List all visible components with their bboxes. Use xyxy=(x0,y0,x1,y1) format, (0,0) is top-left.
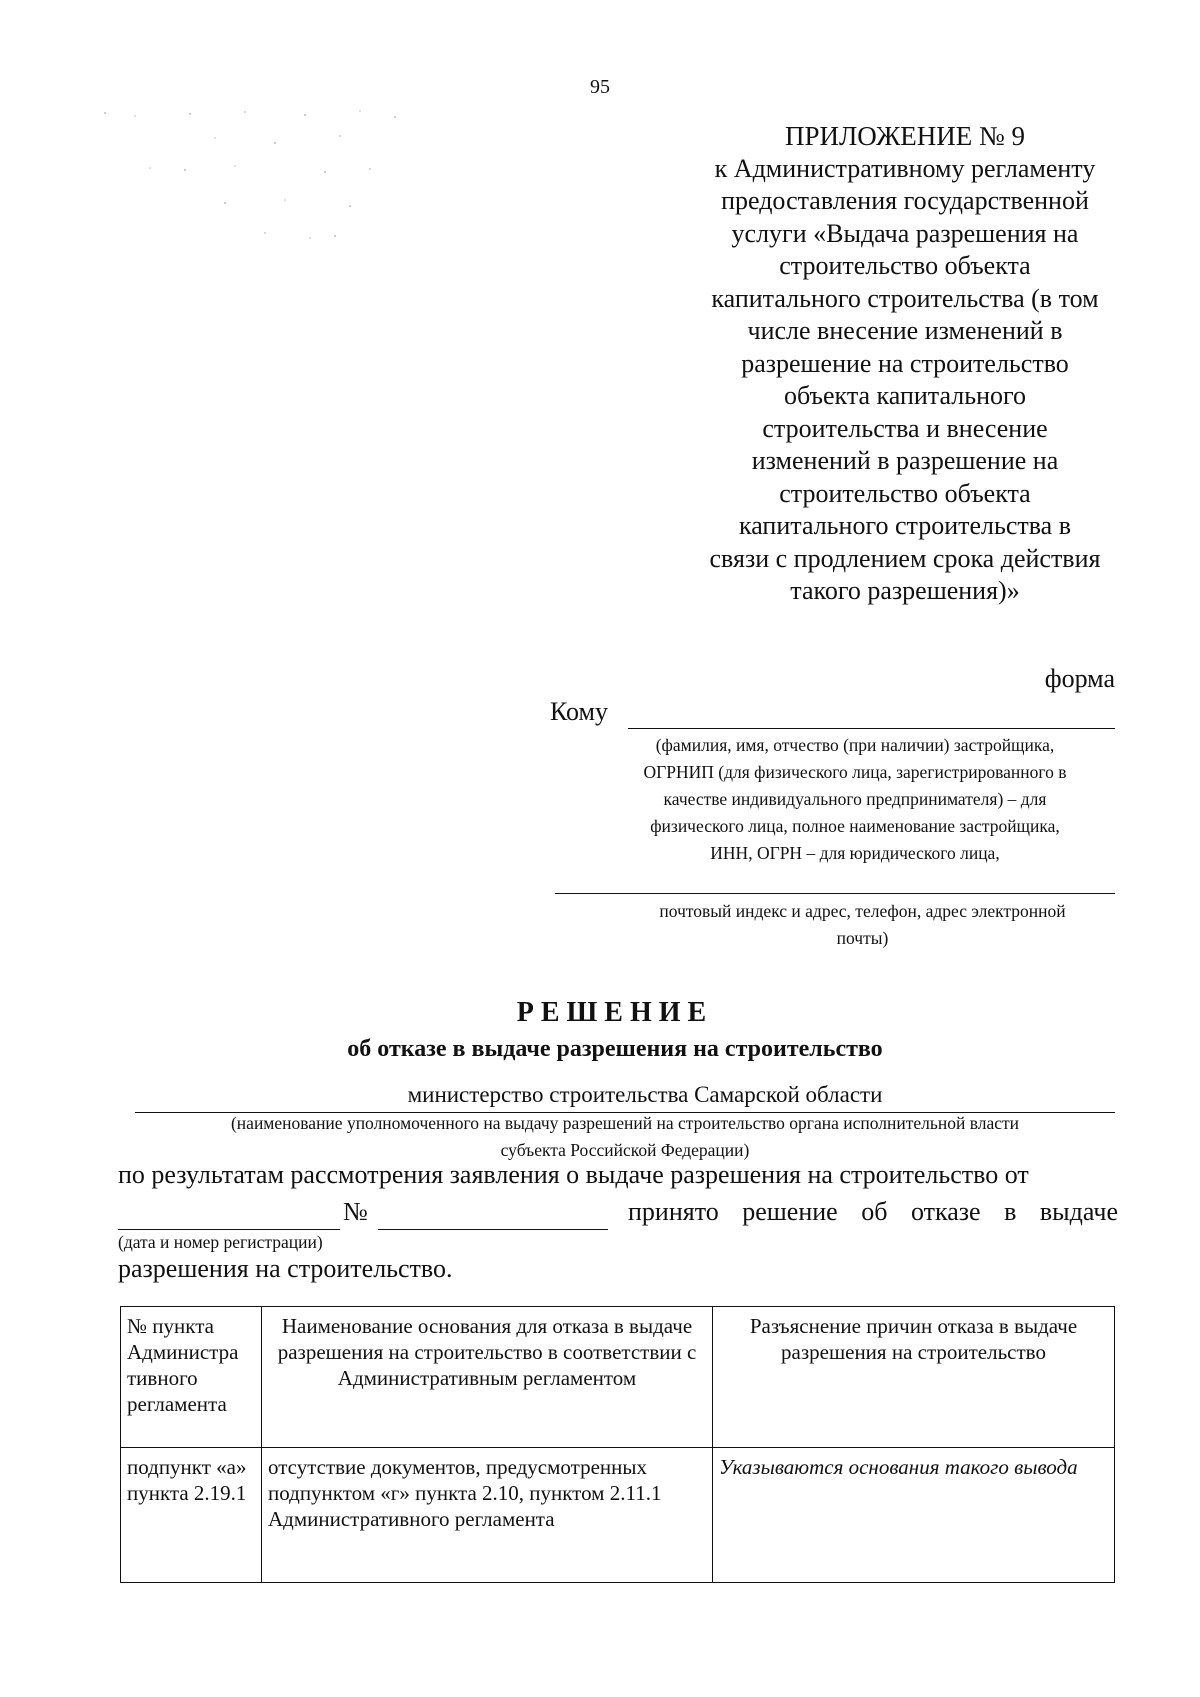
registration-note: (дата и номер регистрации) xyxy=(118,1232,323,1252)
recipient-note-line: ОГРНИП (для физического лица, зарегистрированного в xyxy=(643,762,1067,782)
appendix-line: разрешение на строительство xyxy=(741,348,1069,378)
number-blank-line[interactable] xyxy=(378,1229,608,1230)
authority-field[interactable] xyxy=(135,1082,1115,1113)
appendix-block xyxy=(680,120,1130,608)
appendix-line: услуги «Выдача разрешения на xyxy=(731,218,1079,248)
cell-clause: подпункт «а» пункта 2.19.1 xyxy=(121,1448,262,1583)
appendix-line: строительство объекта xyxy=(779,251,1031,280)
appendix-line: капитального строительства (в том xyxy=(711,283,1099,313)
form-label: форма xyxy=(1044,664,1115,693)
appendix-heading: ПРИЛОЖЕНИЕ № 9 xyxy=(784,121,1026,151)
table-row xyxy=(121,1448,1115,1583)
date-blank-line[interactable] xyxy=(118,1229,340,1230)
number-sign: № xyxy=(343,1197,368,1226)
appendix-line: предоставления государственной xyxy=(721,186,1089,215)
appendix-line: капитального строительства в xyxy=(739,511,1071,540)
page-number: 95 xyxy=(590,76,610,98)
decision-subtitle: об отказе в выдаче разрешения на строительство xyxy=(347,1036,883,1062)
appendix-line: связи с продлением срока действия xyxy=(709,543,1101,573)
appendix-line: изменений в разрешение на xyxy=(751,446,1059,475)
appendix-line: строительство объекта xyxy=(779,478,1031,508)
address-blank-line[interactable] xyxy=(555,893,1115,894)
address-note xyxy=(610,898,1115,952)
authority-note-line: субъекта Российской Федерации) xyxy=(500,1140,750,1160)
header-ground: Наименование основания для отказа в выдаче разрешения на строительство в соответствии с Административным регламентом xyxy=(262,1307,713,1448)
appendix-line: объекта капитального xyxy=(783,381,1027,410)
appendix-line: строительства и внесение xyxy=(762,413,1048,443)
cell-ground: отсутствие документов, предусмотренных подпунктом «г» пункта 2.10, пунктом 2.11.1 Административного регламента xyxy=(262,1448,713,1583)
recipient-note-line: ИНН, ОГРН – для юридического лица, xyxy=(710,843,1000,863)
header-clause: № пункта Администра тивного регламента xyxy=(121,1307,262,1448)
address-note-line: почтовый индекс и адрес, телефон, адрес электронной xyxy=(659,901,1066,921)
header-explanation: Разъяснение причин отказа в выдаче разрешения на строительство xyxy=(713,1307,1115,1448)
appendix-line: к Административному регламенту xyxy=(714,153,1096,183)
body-text-line: разрешения на строительство. xyxy=(118,1254,453,1283)
refusal-grounds-table xyxy=(120,1306,1115,1583)
recipient-label: Кому xyxy=(550,697,609,726)
appendix-line: такого разрешения)» xyxy=(790,576,1020,605)
table-header-row xyxy=(121,1307,1115,1448)
authority-note xyxy=(150,1110,1100,1164)
decision-title: РЕШЕНИЕ xyxy=(516,997,714,1028)
authority-note-line: (наименование уполномоченного на выдачу разрешений на строительство органа исполнительной власти xyxy=(230,1113,1020,1133)
body-text-line: по результатам рассмотрения заявления о выдаче разрешения на строительство от xyxy=(118,1160,1029,1189)
recipient-blank-line[interactable] xyxy=(628,728,1115,729)
recipient-note-line: качестве индивидуального предпринимателя) – для xyxy=(663,789,1047,809)
recipient-note-line: (фамилия, имя, отчество (при наличии) застройщика, xyxy=(655,735,1055,755)
body-text-line: принято решение об отказе в выдаче xyxy=(628,1197,1118,1226)
authority-name: министерство строительства Самарской области xyxy=(407,1082,883,1107)
appendix-line: числе внесение изменений в xyxy=(747,316,1063,345)
cell-explanation[interactable]: Указываются основания такого вывода xyxy=(713,1448,1115,1583)
scan-noise xyxy=(95,108,425,258)
recipient-row xyxy=(550,697,1115,731)
registration-row xyxy=(118,1197,1118,1231)
recipient-note xyxy=(595,732,1115,867)
recipient-note-line: физического лица, полное наименование застройщика, xyxy=(650,816,1060,836)
address-note-line: почты) xyxy=(836,928,889,948)
